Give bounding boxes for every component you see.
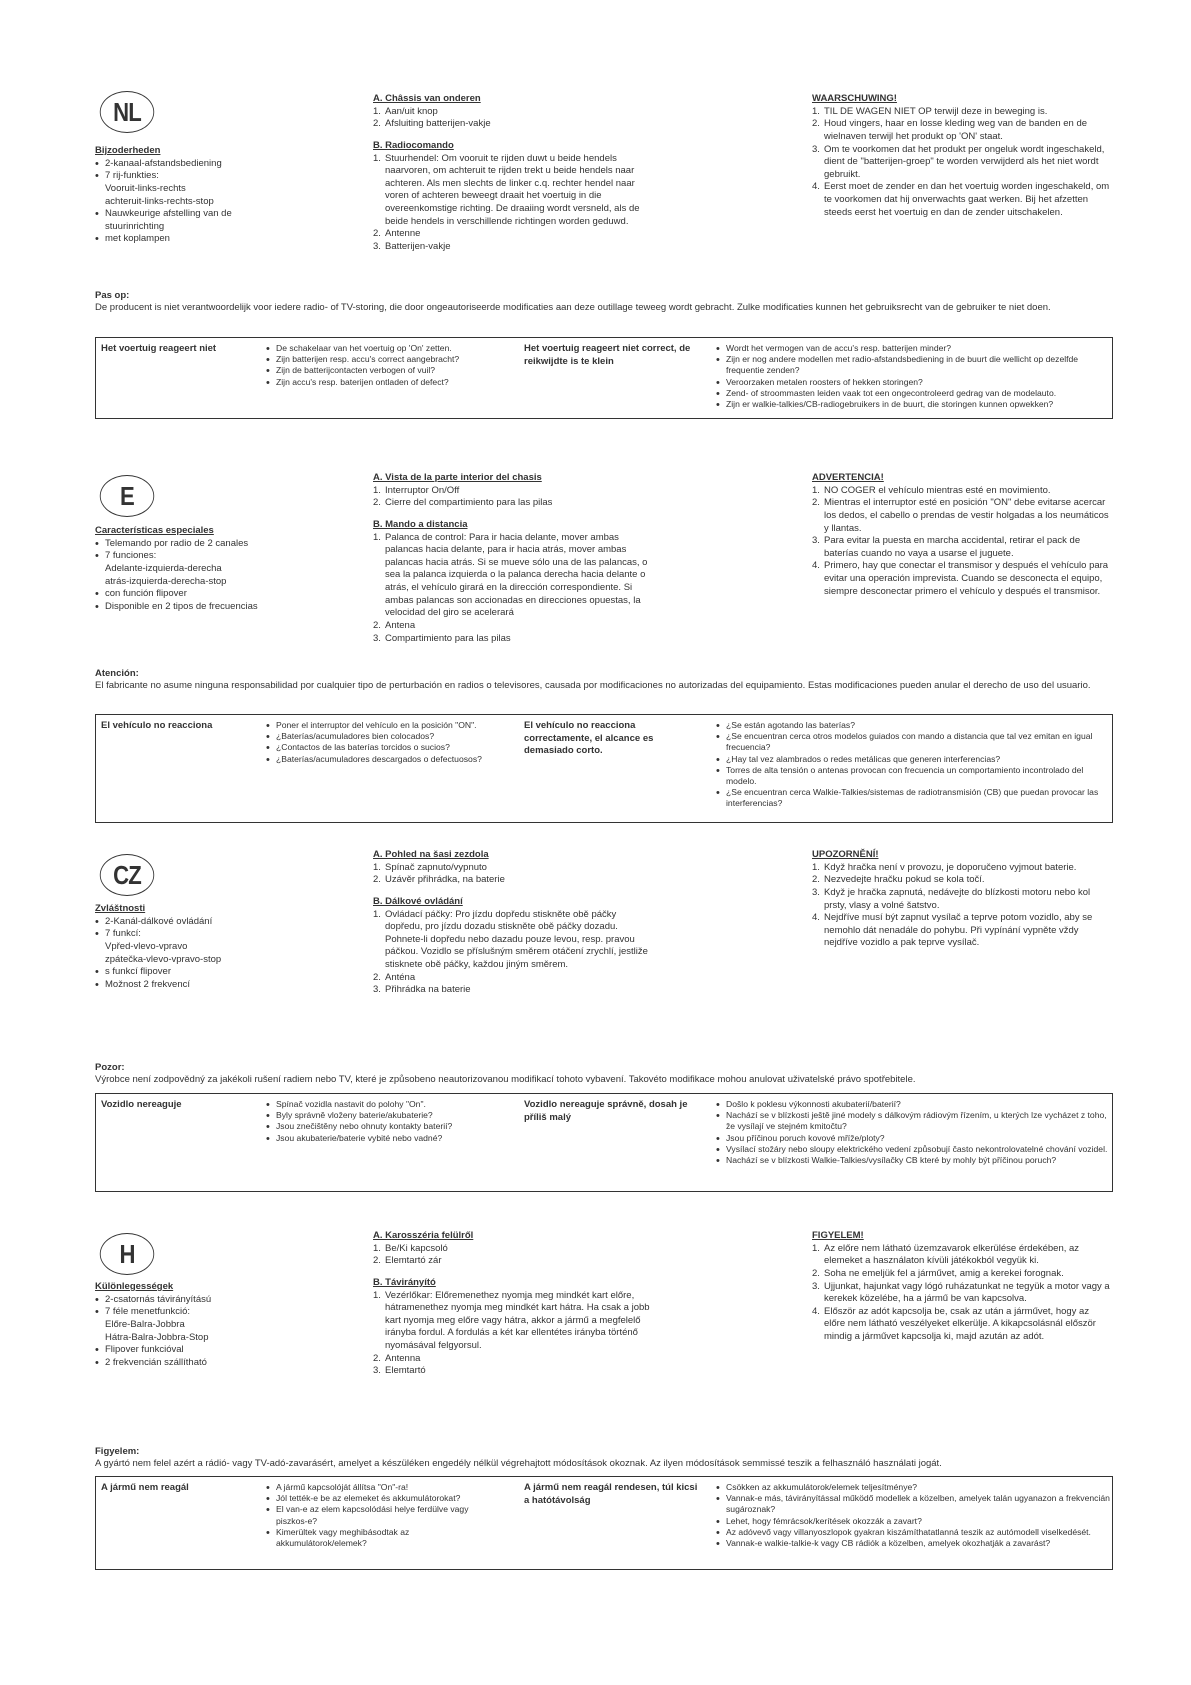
- remote-text: Antenne: [385, 228, 421, 240]
- check-item: • ¿Contactos de las baterías torcidos o sucios?: [266, 742, 486, 753]
- check-item: • Byly správně vloženy baterie/akubaterie?: [266, 1110, 496, 1121]
- features-title: Zvláštnosti: [95, 903, 146, 914]
- note-text: Výrobce není zodpovědný za jakékoli rušení radiem nebo TV, které je způsobeno neautorizovanou modifikací tohoto vybavení. Takovéto modifikace mohou anulovat uživatelské právo spotřebitele.: [95, 1074, 916, 1085]
- remote-text: Ovládací páčky: Pro jízdu dopředu stiskněte obě páčky dopředu, pro jízdu dozadu stiskněte obě páčky dozadu. Pohnete-li dopředu nebo dazadu pouze levou, resp. pravou páčkou. Vozidlo se příslušným směrem otáčení zrychlí, jestliže stisknete obě páčky, každou jiným směrem.: [385, 908, 648, 970]
- warning-item: 1. Když hračka není v provozu, je doporučeno vyjmout baterie.: [812, 861, 1077, 873]
- feature-item: • 2 frekvencián szállítható: [95, 1357, 315, 1370]
- chassis-item: 1. Aan/uit knop: [373, 105, 438, 117]
- chassis-text: Spínač zapnuto/vypnuto: [385, 861, 487, 873]
- feature-item: • 2-Kanál-dálkové ovládání: [95, 916, 315, 929]
- check-item: • ¿Se encuentran cerca Walkie-Talkies/sistemas de radiotransmisión (CB) que puedan provocar las interferencias?: [716, 787, 1111, 809]
- check-item: • ¿Se están agotando las baterías?: [716, 720, 1111, 731]
- chassis-title: A. Pohled na šasi zezdola: [373, 849, 489, 860]
- chassis-text: Aan/uit knop: [385, 105, 438, 117]
- check-item: • Kimerültek vagy meghibásodtak az akkumulátorok/elemek?: [266, 1527, 496, 1549]
- feature-item: [95, 170, 285, 208]
- remote-text: Antena: [385, 619, 416, 631]
- troubleshoot-table: [95, 714, 1113, 823]
- check-item: • Jsou znečištěny nebo ohnuty kontakty baterií?: [266, 1121, 496, 1132]
- warning-title: WAARSCHUWING!: [812, 93, 897, 104]
- check-item: • Vannak-e walkie-talkie-k vagy CB rádiók a közelben, amelyek okozhatják a zavarást?: [716, 1538, 1111, 1549]
- feature-text: 7 féle menetfunkció:: [105, 1306, 191, 1318]
- warning-item: 4. Először az adót kapcsolja be, csak az után a járművet, hogy az előre nem látható veszélyeket elkerülje. A kikapcsolásnál először mindig a járművet kapcsolja ki, majd azután az adót.: [812, 1305, 1096, 1342]
- remote-text: Přihrádka na baterie: [385, 984, 471, 996]
- problem-list: [716, 720, 1111, 809]
- chassis-item: 1. Be/Ki kapcsoló: [373, 1242, 448, 1254]
- feature-item: • Telemando por radio de 2 canales: [95, 538, 315, 551]
- remote-text: Batterijen-vakje: [385, 240, 451, 252]
- problem-label: A jármű nem reagál rendesen, túl kicsi a hatótávolság: [524, 1482, 698, 1506]
- remote-item: 2. Anténa: [373, 971, 416, 983]
- chassis-remote-column: [373, 472, 653, 645]
- check-item: • Zijn er nog andere modellen met radio-afstandsbediening in de buurt die wellicht op dezelfde frequentie zenden?: [716, 354, 1111, 376]
- problem-label: El vehículo no reacciona correctamente, el alcance es demasiado corto.: [524, 720, 654, 757]
- feature-sub: Vooruit-links-rechts: [105, 182, 186, 194]
- features-column: [95, 903, 315, 991]
- feature-sub: Előre-Balra-Jobbra: [105, 1318, 185, 1330]
- chassis-remote-column: [373, 93, 653, 254]
- features-title: Características especiales: [95, 525, 214, 536]
- warning-column: [812, 472, 1112, 598]
- warning-text: Om te voorkomen dat het produkt per ongeluk wordt ingeschakeld, dient de "batterijen-groep" te worden verwijderd als het niet wordt gebruikt.: [824, 143, 1105, 180]
- remote-item: 1. Ovládací páčky: Pro jízdu dopředu stiskněte obě páčky dopředu, pro jízdu dozadu stiskněte obě páčky dozadu. Pohnete-li dopředu nebo dazadu pouze levou, resp. pravou páčkou. Vozidlo se příslušným směrem otáčení zrychlí, jestliže stisknete obě páčky, každou jiným směrem.: [373, 908, 648, 970]
- remote-text: Anténa: [385, 971, 416, 983]
- problem-label: A jármű nem reagál: [101, 1482, 189, 1493]
- remote-text: Compartimiento para las pilas: [385, 632, 511, 644]
- remote-item: 2. Antenne: [373, 228, 421, 240]
- check-item: • El van-e az elem kapcsolódási helye ferdülve vagy piszkos-e?: [266, 1504, 496, 1526]
- check-item: • Torres de alta tensión o antenas provocan con frecuencia un comportamiento incontrolado del modelo.: [716, 765, 1111, 787]
- feature-text: 7 rij-funkties:: [105, 170, 159, 182]
- remote-text: Antenna: [385, 1352, 421, 1364]
- chassis-item: 2. Cierre del compartimiento para las pilas: [373, 497, 553, 509]
- problem-list: [716, 1099, 1111, 1166]
- check-item: • Nachází se v blízkosti ještě jiné modely s dálkovým rádiovým řízením, u kterých lze vycházet z toho, že vysílají ve stejném kmitočtu?: [716, 1110, 1111, 1132]
- remote-text: Vezérlőkar: Előremenethez nyomja meg mindkét kart előre, hátramenethez nyomja meg mindkét kart hátra. Ha csak a jobb kart nyomja meg előre vagy hátra, akkor a jármű a megfelelő irányba fordul. A fordulás a két kar ellentétes irányba történő nyomásával felgyorsul.: [385, 1289, 650, 1351]
- feature-text: 7 funkcí:: [105, 928, 141, 940]
- check-item: • Wordt het vermogen van de accu's resp. batterijen minder?: [716, 343, 1111, 354]
- check-item: • Az adóvevő vagy villanyoszlopok gyakran kiszámíthatatlanná teszik az autómodell viselkedését.: [716, 1527, 1111, 1538]
- warning-item: 4. Primero, hay que conectar el transmisor y después el vehículo para evitar una operación imprevista. Cuando se desconecta el equipo, siempre desconectar primero el vehículo y después el transmisor.: [812, 560, 1109, 597]
- check-item: • Zijn de batterijcontacten verbogen of vuil?: [266, 365, 486, 376]
- warning-item: 2. Nezvedejte hračku pokud se kola točí.: [812, 874, 985, 886]
- check-item: • Zend- of stroommasten leiden vaak tot een ongecontroleerd gedrag van de modelauto.: [716, 388, 1111, 399]
- warning-text: Ujjunkat, hajunkat vagy lógó ruházatunkat ne tegyük a motor vagy a kerekek közelébe, ha a jármű be van kapcsolva.: [824, 1280, 1110, 1305]
- warning-text: TIL DE WAGEN NIET OP terwijl deze in beweging is.: [824, 105, 1048, 117]
- remote-item: 3. Batterijen-vakje: [373, 240, 451, 252]
- problem-list: [266, 1482, 496, 1549]
- chassis-text: Elemtartó zár: [385, 1255, 442, 1267]
- remote-item: 1. Vezérlőkar: Előremenethez nyomja meg mindkét kart előre, hátramenethez nyomja meg mindkét kart hátra. Ha csak a jobb kart nyomja meg előre vagy hátra, akkor a jármű a megfelelő irányba fordul. A fordulás a két kar ellentétes irányba történő nyomásával felgyorsul.: [373, 1289, 650, 1351]
- chassis-item: 2. Afsluiting batterijen-vakje: [373, 118, 491, 130]
- check-item: • Zijn batterijen resp. accu's correct aangebracht?: [266, 354, 486, 365]
- check-item: • Vysílací stožáry nebo sloupy elektrického vedení způsobují často nekontrolovatelné chování vozidel.: [716, 1144, 1111, 1155]
- chassis-text: Afsluiting batterijen-vakje: [385, 118, 491, 130]
- note-text: El fabricante no asume ninguna responsabilidad por cualquier tipo de perturbación en radios o televisores, causada por modificaciones no autorizadas del equipamiento. Estas modificaciones pueden anular el derecho de uso del usuario.: [95, 680, 1091, 691]
- chassis-title: A. Châssis van onderen: [373, 93, 481, 104]
- features-title: Különlegességek: [95, 1281, 174, 1292]
- feature-item: • con función flipover: [95, 588, 315, 601]
- chassis-text: Cierre del compartimiento para las pilas: [385, 497, 553, 509]
- features-column: [95, 145, 285, 246]
- warning-item: 4. Nejdříve musí být zapnut vysílač a teprve potom vozidlo, aby se nemohlo dát nenadále do pohybu. Při vypínání vypněte vždy nejdříve vozidlo a pak teprve vysílač.: [812, 912, 1093, 949]
- country-badge-nl: NL: [100, 91, 154, 133]
- warning-text: Nezvedejte hračku pokud se kola točí.: [824, 874, 985, 886]
- feature-item: • s funkcí flipover: [95, 966, 315, 979]
- note-title: Pas op:: [95, 290, 130, 301]
- country-badge-cz: CZ: [100, 854, 154, 896]
- warning-column: [812, 1230, 1112, 1344]
- check-item: • Vannak-e más, távirányítással működő modellek a közelben, amelyek talán ugyanazon a frekvencián sugároznak?: [716, 1493, 1111, 1515]
- chassis-item: 2. Elemtartó zár: [373, 1255, 442, 1267]
- remote-item: 1. Stuurhendel: Om vooruit te rijden duwt u beide hendels naarvoren, om achteruit te rijden trekt u beide hendels naar achteren. Als men slechts de linker c.q. rechter hendel naar voren of achteren beweegt draait het voertuig in die overeenkomstige richting. De draaiing wordt versneld, als de beide hendels in verschillende richtingen worden geduwd.: [373, 152, 640, 227]
- warning-title: FIGYELEM!: [812, 1230, 864, 1241]
- feature-item: • Disponible en 2 tipos de frecuencias: [95, 601, 315, 614]
- remote-item: 2. Antena: [373, 619, 416, 631]
- check-item: • ¿Se encuentran cerca otros modelos guiados con mando a distancia que tal vez emitan en igual frecuencia?: [716, 731, 1111, 753]
- remote-item: 2. Antenna: [373, 1352, 421, 1364]
- remote-title: B. Dálkové ovládání: [373, 895, 463, 907]
- warning-text: Nejdříve musí být zapnut vysílač a teprve potom vozidlo, aby se nemohlo dát nenadále do pohybu. Při vypínání vypněte vždy nejdříve vozidlo a pak teprve vysílač.: [824, 912, 1093, 949]
- feature-item: • 2-csatornás távirányítású: [95, 1294, 315, 1307]
- check-item: • Spínač vozidla nastavit do polohy "On".: [266, 1099, 496, 1110]
- feature-item: [95, 550, 315, 588]
- chassis-item: 1. Spínač zapnuto/vypnuto: [373, 861, 487, 873]
- remote-item: 3. Přihrádka na baterie: [373, 984, 471, 996]
- warning-text: Houd vingers, haar en losse kleding weg van de banden en de wielnaven terwijl het produkt op 'ON' staat.: [824, 118, 1088, 142]
- feature-item: [95, 1306, 315, 1344]
- country-badge-es: E: [100, 475, 154, 517]
- section-cz: [0, 848, 1191, 1188]
- problem-list: [716, 1482, 1111, 1549]
- remote-text: Stuurhendel: Om vooruit te rijden duwt u beide hendels naarvoren, om achteruit te rijden trekt u beide hendels naar achteren. Als men slechts de linker c.q. rechter hendel naar voren of achteren beweegt draait het voertuig in die overeenkomstige richting. De draaiing wordt versneld, als de beide hendels in verschillende richtingen worden geduwd.: [385, 152, 640, 227]
- check-item: • De schakelaar van het voertuig op 'On' zetten.: [266, 343, 486, 354]
- warning-item: 3. Para evitar la puesta en marcha accidental, retirar el pack de baterías cuando no vaya a usarse el juguete.: [812, 535, 1081, 559]
- feature-item: • Možnost 2 frekvencí: [95, 979, 315, 992]
- note-text: A gyártó nem felel azért a rádió- vagy TV-adó-zavarásért, amelyet a készüléken engedély nélkül végrehajtott módosítások okoznak. Az ilyen módosítások semmissé teszik a felhasználó használati jogát.: [95, 1458, 942, 1469]
- check-item: • ¿Baterías/acumuladores bien colocados?: [266, 731, 486, 742]
- check-item: • A jármű kapcsolóját állítsa "On"-ra!: [266, 1482, 496, 1493]
- warning-item: 3. Ujjunkat, hajunkat vagy lógó ruházatunkat ne tegyük a motor vagy a kerekek közelébe, ha a jármű be van kapcsolva.: [812, 1280, 1110, 1305]
- problem-label: El vehículo no reacciona: [101, 720, 213, 731]
- check-item: • Nachází se v blízkosti Walkie-Talkies/vysílačky CB které by mohly být příčinou poruch?: [716, 1155, 1111, 1166]
- warning-text: Soha ne emeljük fel a járművet, amig a kerekei forognak.: [824, 1267, 1064, 1279]
- warning-text: NO COGER el vehículo mientras esté en movimiento.: [824, 484, 1051, 496]
- warning-text: Primero, hay que conectar el transmisor y después el vehículo para evitar una operación imprevista. Cuando se desconecta el equipo, siempre desconectar primero el vehículo y después el transmisor.: [824, 560, 1109, 597]
- chassis-item: 2. Uzávěr přihrádka, na baterie: [373, 874, 505, 886]
- chassis-remote-column: [373, 1230, 653, 1378]
- remote-title: B. Radiocomando: [373, 139, 454, 151]
- warning-item: 4. Eerst moet de zender en dan het voertuig worden ingeschakeld, om te voorkomen dat hij onverwachts gaat werken. Bij het afzetten steeds eerst het voertuig en dan de zender uitschakelen.: [812, 181, 1110, 218]
- warning-text: Když je hračka zapnutá, nedávejte do blízkosti motoru nebo kol prsty, vlasy a volné šatstvo.: [824, 886, 1091, 911]
- note-title: Atención:: [95, 668, 139, 679]
- warning-item: 3. Om te voorkomen dat het produkt per ongeluk wordt ingeschakeld, dient de "batterijen-groep" te worden verwijderd als het niet wordt gebruikt.: [812, 143, 1105, 180]
- troubleshoot-table: [95, 1476, 1113, 1570]
- problem-list: [266, 343, 486, 388]
- warning-item: 2. Mientras el interruptor esté en posición "ON" debe evitarse acercar los dedos, el cabello o prendas de vestir holgadas a los neumáticos y llantas.: [812, 497, 1109, 534]
- warning-text: Když hračka není v provozu, je doporučeno vyjmout baterie.: [824, 861, 1077, 873]
- chassis-title: A. Karosszéria felülről: [373, 1230, 474, 1241]
- note-title: Figyelem:: [95, 1446, 140, 1457]
- warning-text: Az előre nem látható üzemzavarok elkerülése érdekében, az elemeket a használaton kívüli játékokból vegyük ki.: [824, 1242, 1080, 1267]
- check-item: • Zijn accu's resp. baterijen ontladen of defect?: [266, 377, 486, 388]
- feature-sub: Vpřed-vlevo-vpravo: [105, 940, 188, 952]
- chassis-text: Interruptor On/Off: [385, 484, 460, 496]
- warning-text: Először az adót kapcsolja be, csak az után a járművet, hogy az előre nem látható veszélyeket elkerülje. A kikapcsolásnál először mindig a járművet kapcsolja ki, majd azután az adót.: [824, 1305, 1096, 1342]
- country-badge-hu: H: [100, 1233, 154, 1275]
- warning-text: Para evitar la puesta en marcha accidental, retirar el pack de baterías cuando no vaya a usarse el juguete.: [824, 535, 1081, 559]
- chassis-text: Uzávěr přihrádka, na baterie: [385, 874, 505, 886]
- warning-item: 1. TIL DE WAGEN NIET OP terwijl deze in beweging is.: [812, 105, 1048, 117]
- check-item: • ¿Hay tal vez alambrados o redes metálicas que generen interferencias?: [716, 754, 1111, 765]
- section-nl: [0, 87, 1191, 427]
- problem-label: Vozidlo nereaguje: [101, 1099, 182, 1110]
- check-item: • Došlo k poklesu výkonnosti akubaterií/baterií?: [716, 1099, 1111, 1110]
- problem-list: [266, 720, 486, 765]
- warning-item: 2. Houd vingers, haar en losse kleding weg van de banden en de wielnaven terwijl het produkt op 'ON' staat.: [812, 118, 1088, 142]
- troubleshoot-table: [95, 1093, 1113, 1192]
- feature-sub: atrás-izquierda-derecha-stop: [105, 575, 227, 587]
- chassis-text: Be/Ki kapcsoló: [385, 1242, 448, 1254]
- problem-list: [266, 1099, 496, 1144]
- check-item: • Jsou akubaterie/baterie vybité nebo vadné?: [266, 1133, 496, 1144]
- note-text: De producent is niet verantwoordelijk voor iedere radio- of TV-storing, die door ongeautoriseerde modificaties aan deze outillage teweeg wordt gebracht. Zulke modificaties kunnen het gebruiksrecht van de gebruiker te niet doen.: [95, 302, 1051, 313]
- remote-item: 3. Compartimiento para las pilas: [373, 632, 511, 644]
- warning-column: [812, 93, 1112, 219]
- feature-item: • met koplampen: [95, 233, 285, 246]
- feature-sub: zpátečka-vlevo-vpravo-stop: [105, 953, 222, 965]
- feature-sub: Adelante-izquierda-derecha: [105, 562, 222, 574]
- check-item: • Lehet, hogy fémrácsok/kerítések okozzák a zavart?: [716, 1516, 1111, 1527]
- check-item: • Jól tették-e be az elemeket és akkumulátorokat?: [266, 1493, 496, 1504]
- remote-title: B. Távirányító: [373, 1276, 436, 1288]
- check-item: • ¿Baterías/acumuladores descargados o defectuosos?: [266, 754, 486, 765]
- problem-list: [716, 343, 1111, 410]
- warning-item: 2. Soha ne emeljük fel a járművet, amig a kerekei forognak.: [812, 1267, 1064, 1279]
- problem-label: Vozidlo nereaguje správně, dosah je příliš malý: [524, 1099, 688, 1123]
- section-es: [0, 468, 1191, 838]
- feature-item: [95, 928, 315, 966]
- warning-item: 1. NO COGER el vehículo mientras esté en movimiento.: [812, 484, 1051, 496]
- check-item: • Csökken az akkumulátorok/elemek teljesítménye?: [716, 1482, 1111, 1493]
- feature-item: • Nauwkeurige afstelling van de stuurinrichting: [95, 208, 285, 233]
- remote-title: B. Mando a distancia: [373, 518, 468, 530]
- warning-item: 3. Když je hračka zapnutá, nedávejte do blízkosti motoru nebo kol prsty, vlasy a volné šatstvo.: [812, 886, 1091, 911]
- check-item: • Zijn er walkie-talkies/CB-radiogebruikers in de buurt, die storingen kunnen opwekken?: [716, 399, 1111, 410]
- check-item: • Veroorzaken metalen roosters of hekken storingen?: [716, 377, 1111, 388]
- remote-item: 3. Elemtartó: [373, 1365, 426, 1377]
- note-title: Pozor:: [95, 1062, 125, 1073]
- remote-text: Palanca de control: Para ir hacia delante, mover ambas palancas hacia delante, para ir hacia atrás, mover ambas palancas hacia atrás. Si se mueve sólo una de las palancas, o sea la palanca izquierda o la palanca derecha hacia delante o atrás, el vehículo girará en la dirección correspondiente. Si ambas palancas son accionadas en direcciones opuestas, la velocidad del giro se acelerará: [385, 531, 648, 619]
- warning-item: 1. Az előre nem látható üzemzavarok elkerülése érdekében, az elemeket a használaton kívüli játékokból vegyük ki.: [812, 1242, 1080, 1267]
- chassis-title: A. Vista de la parte interior del chasis: [373, 472, 542, 483]
- remote-text: Elemtartó: [385, 1365, 426, 1377]
- check-item: • Poner el interruptor del vehículo en la posición "ON".: [266, 720, 486, 731]
- feature-sub: achteruit-links-rechts-stop: [105, 195, 214, 207]
- remote-item: 1. Palanca de control: Para ir hacia delante, mover ambas palancas hacia delante, para ir hacia atrás, mover ambas palancas hacia atrás. Si se mueve sólo una de las palancas, o sea la palanca izquierda o la palanca derecha hacia delante o atrás, el vehículo girará en la dirección correspondiente. Si ambas palancas son accionadas en direcciones opuestas, la velocidad del giro se acelerará: [373, 531, 648, 619]
- problem-label: Het voertuig reageert niet: [101, 343, 217, 354]
- section-hu: [0, 1226, 1191, 1586]
- troubleshoot-table: [95, 337, 1113, 419]
- warning-column: [812, 849, 1112, 950]
- problem-label: Het voertuig reageert niet correct, de reikwijdte is te klein: [524, 343, 691, 367]
- chassis-item: 1. Interruptor On/Off: [373, 484, 460, 496]
- features-column: [95, 1281, 315, 1369]
- check-item: • Jsou příčinou poruch kovové mříže/ploty?: [716, 1133, 1111, 1144]
- feature-item: • 2-kanaal-afstandsbediening: [95, 158, 285, 171]
- feature-item: • Flipover funkcióval: [95, 1344, 315, 1357]
- chassis-remote-column: [373, 849, 653, 997]
- warning-title: ADVERTENCIA!: [812, 472, 884, 483]
- feature-sub: Hátra-Balra-Jobbra-Stop: [105, 1331, 209, 1343]
- warning-title: UPOZORNĚNÍ!: [812, 849, 879, 860]
- warning-text: Mientras el interruptor esté en posición "ON" debe evitarse acercar los dedos, el cabello o prendas de vestir holgadas a los neumáticos y llantas.: [824, 497, 1109, 534]
- feature-text: 7 funciones:: [105, 550, 157, 562]
- features-title: Bijzoderheden: [95, 145, 161, 156]
- features-column: [95, 525, 315, 613]
- warning-text: Eerst moet de zender en dan het voertuig worden ingeschakeld, om te voorkomen dat hij onverwachts gaat werken. Bij het afzetten steeds eerst het voertuig en dan de zender uitschakelen.: [824, 181, 1110, 218]
